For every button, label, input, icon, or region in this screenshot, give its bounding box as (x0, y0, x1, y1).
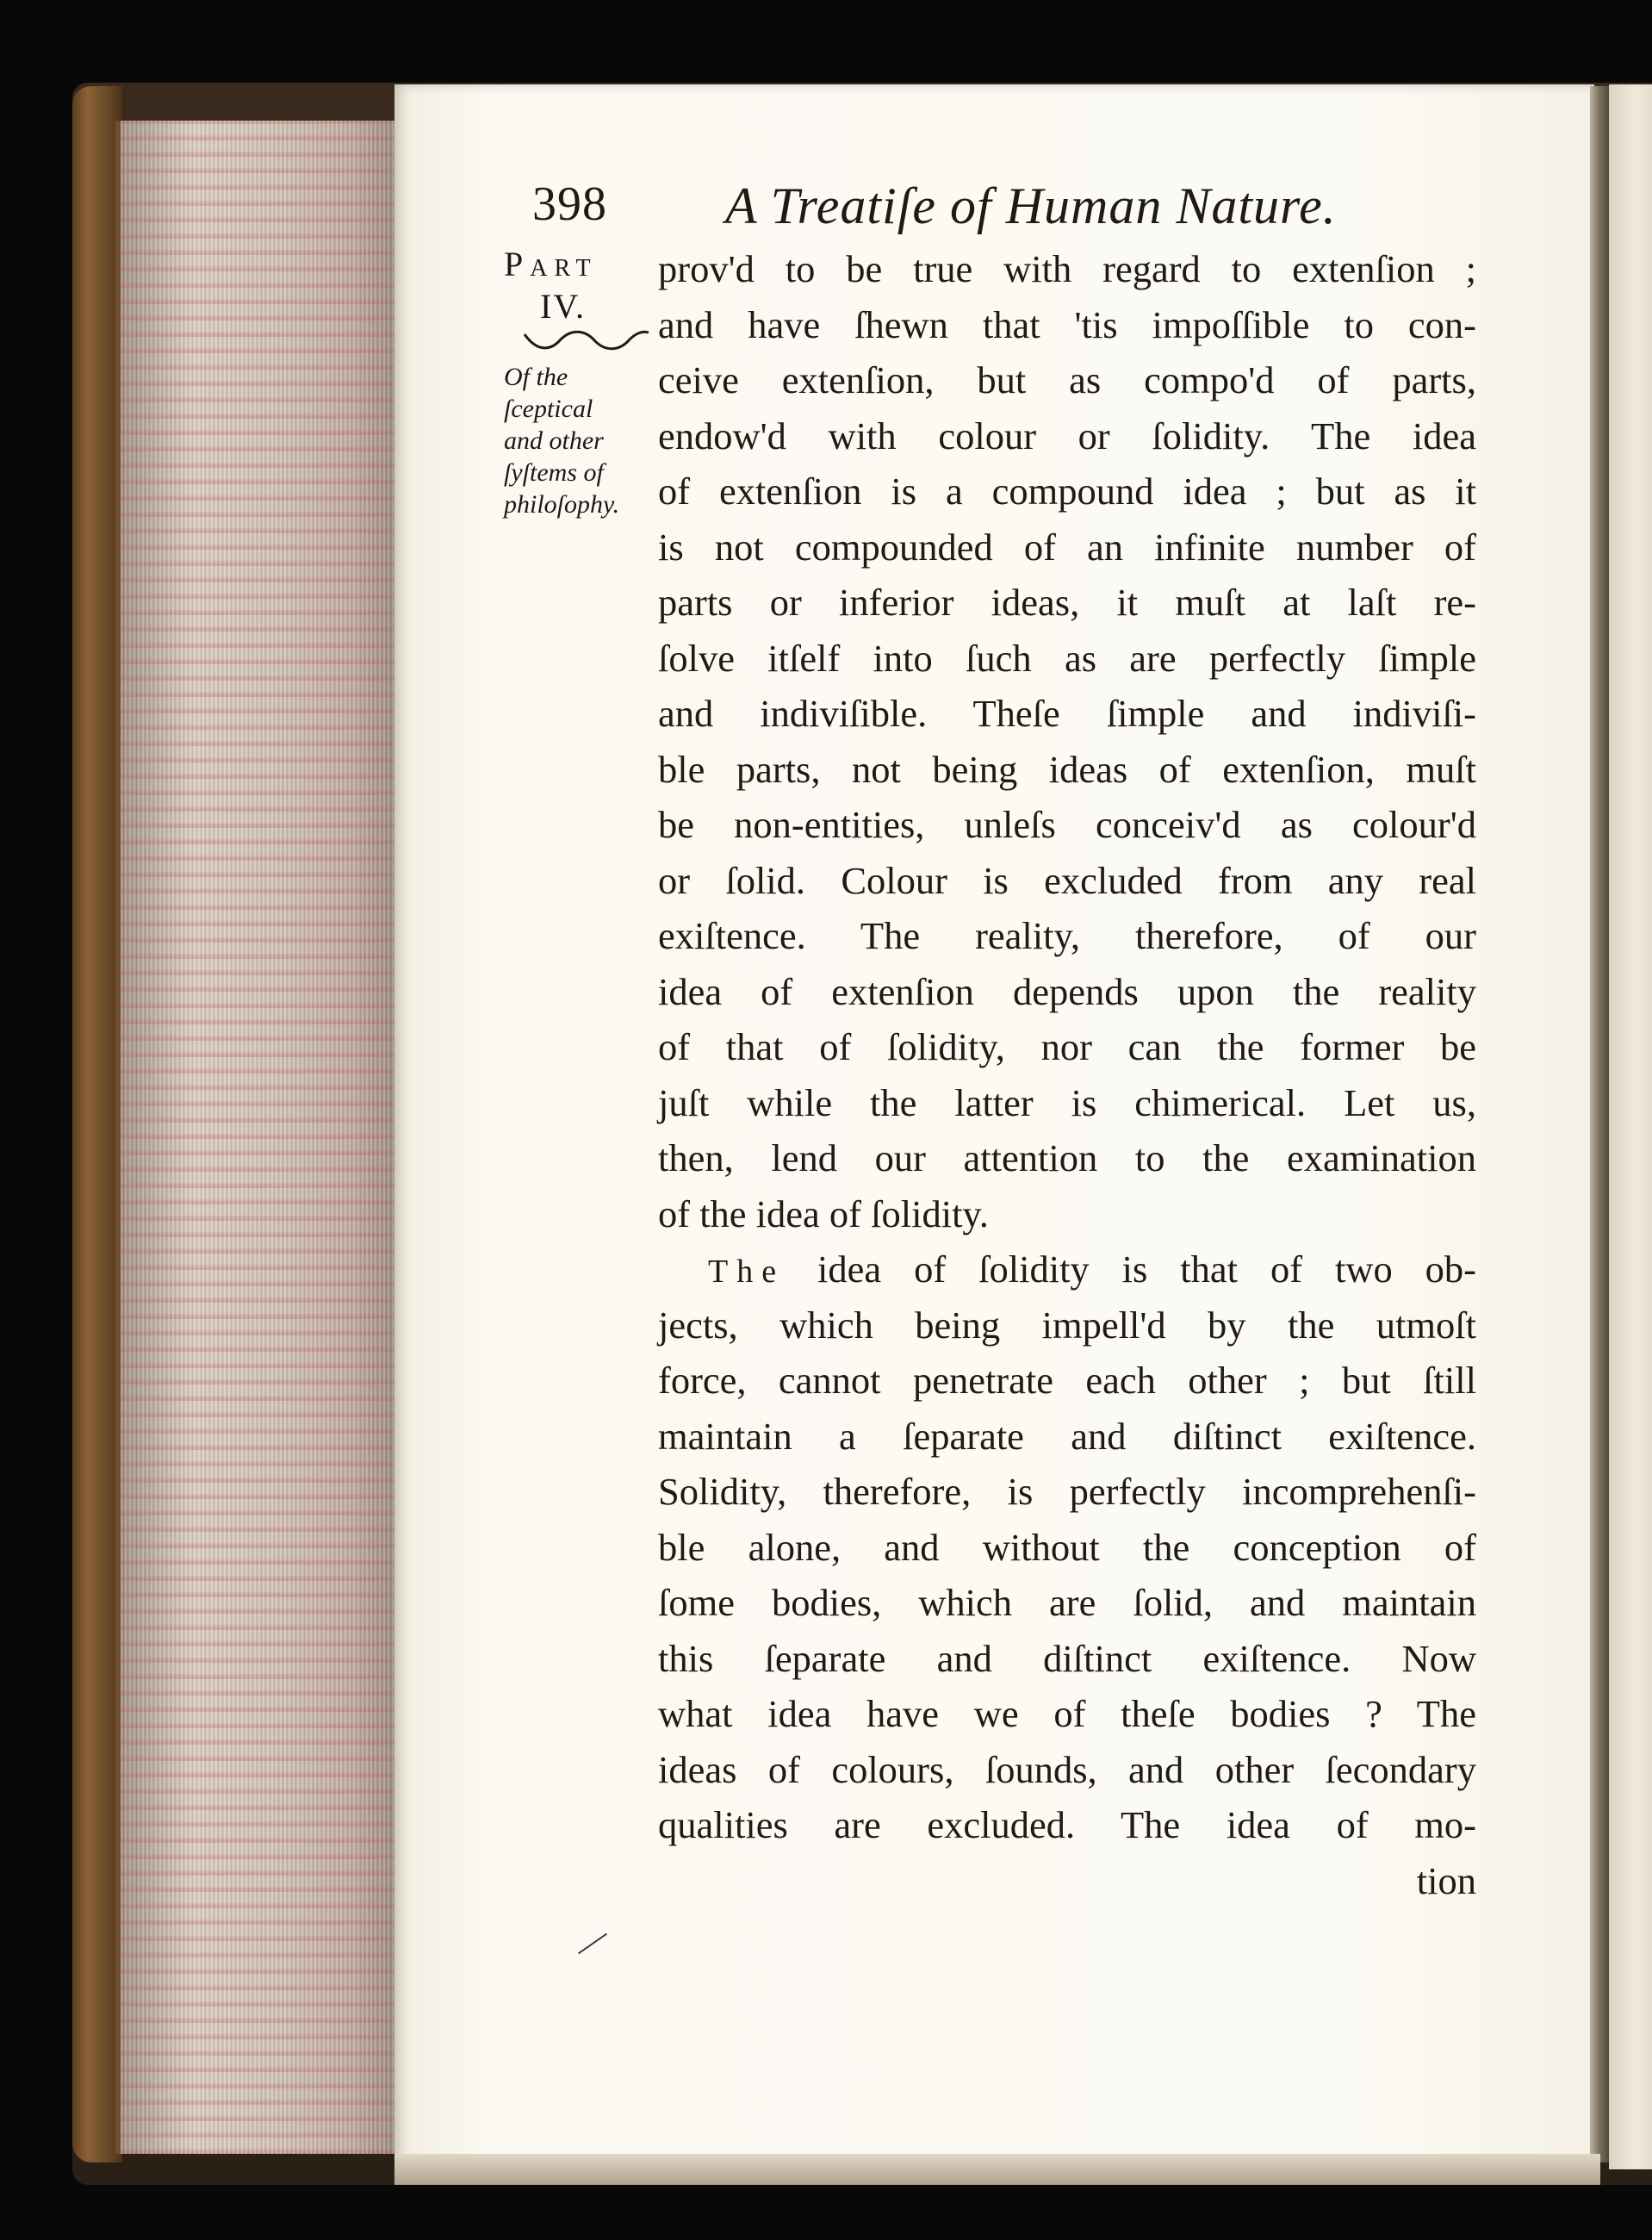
text-line: ſome bodies, which are ſolid, and maintain (658, 1581, 1476, 1624)
text-line: what idea have we of theſe bodies ? The (658, 1692, 1476, 1735)
text-line: jects, which being impell'd by the utmoſt (658, 1303, 1476, 1347)
body-text (658, 241, 1476, 1908)
marginal-note (504, 243, 655, 520)
text-line: idea of extenſion depends upon the reality (658, 969, 1476, 1013)
text-line: prov'd to be true with regard to extenſion ; (658, 247, 1476, 290)
text-line: parts or inferior ideas, it muſt at laſt re- (658, 581, 1476, 624)
running-title: A Treatiſe of Human Nature. (725, 177, 1337, 234)
text-line: this ſeparate and diſtinct exiſtence. Now (658, 1636, 1476, 1680)
catchword: tion (1416, 1858, 1476, 1902)
text-line: ble parts, not being ideas of extenſion, muſt (658, 747, 1476, 791)
text-line: of the idea of ſolidity. (658, 1192, 989, 1235)
facing-page-edge (1609, 84, 1652, 2169)
page-stack-bottom (394, 2154, 1600, 2185)
text-line: then, lend our attention to the examination (658, 1136, 1476, 1179)
text-line: and indiviſible. Theſe ſimple and indiviſi- (658, 692, 1476, 735)
paragraph-start-line (658, 1241, 1476, 1297)
text-line: be non-entities, unleſs conceiv'd as colour'd (658, 803, 1476, 846)
section-title (504, 361, 655, 520)
smallcaps-word: The (708, 1254, 786, 1290)
text-line: is not compounded of an infinite number of (658, 525, 1476, 569)
text-line: qualities are excluded. The idea of mo- (658, 1803, 1476, 1846)
text-line: of extenſion is a compound idea ; but as it (658, 470, 1476, 513)
section-title-line: and other (504, 426, 604, 455)
flourish-ornament (521, 327, 650, 353)
text-line: exiſtence. The reality, therefore, of our (658, 914, 1476, 957)
section-title-line: ſyſtems of (504, 458, 604, 487)
part-numeral: IV. (540, 287, 587, 326)
page-number: 398 (532, 177, 607, 231)
text-line: Solidity, therefore, is perfectly incomprehenſi- (658, 1470, 1476, 1513)
part-label: Part (504, 245, 598, 283)
text-line: endow'd with colour or ſolidity. The idea (658, 414, 1476, 457)
text-line: force, cannot penetrate each other ; but ſtill (658, 1359, 1476, 1402)
text-line: juſt while the latter is chimerical. Let us, (658, 1080, 1476, 1124)
text-line: of that of ſolidity, nor can the former be (658, 1025, 1476, 1068)
section-title-line: ſceptical (504, 395, 593, 423)
text-line: ceive extenſion, but as compo'd of parts, (658, 358, 1476, 401)
section-title-line: Of the (504, 363, 568, 391)
text-line: ble alone, and without the conception of (658, 1525, 1476, 1569)
text-line: maintain a ſeparate and diſtinct exiſtence. (658, 1414, 1476, 1458)
text-line: and have ſhewn that 'tis impoſſible to con- (658, 302, 1476, 346)
text-line: ideas of colours, ſounds, and other ſecondary (658, 1747, 1476, 1791)
page-header (0, 177, 1652, 246)
text-line: ſolve itſelf into ſuch as are perfectly ſimple (658, 636, 1476, 680)
section-title-line: philoſophy. (504, 490, 620, 519)
page-fore-edge (115, 121, 409, 2154)
text-fragment: idea of ſolidity is that of two ob- (785, 1248, 1476, 1291)
text-line: or ſolid. Colour is excluded from any real (658, 858, 1476, 902)
